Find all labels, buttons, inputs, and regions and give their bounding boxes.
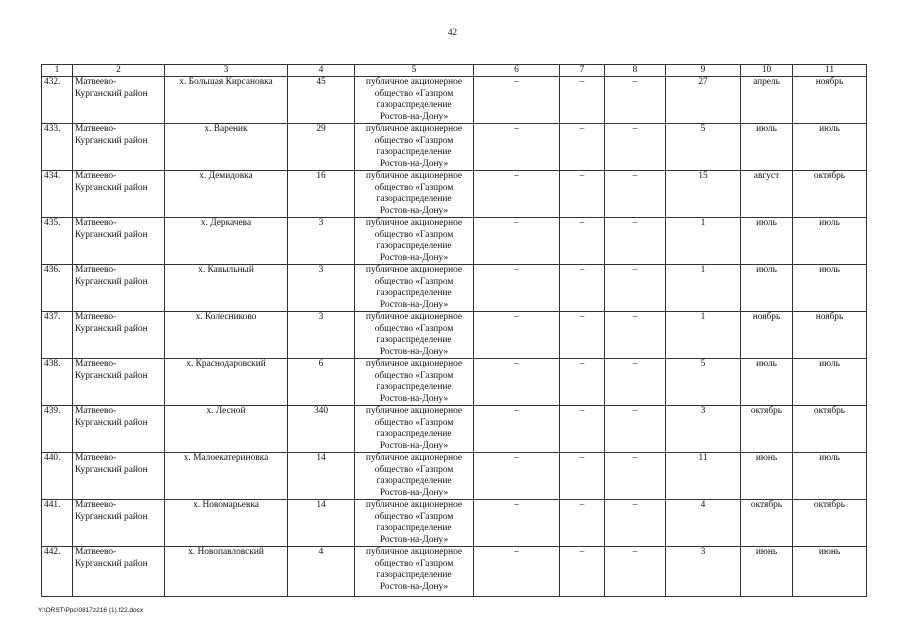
col6-cell: – [474,547,560,597]
district-cell: Матвеево- Курганский район [73,312,165,359]
column-header-9: 9 [666,65,741,77]
organization-cell: публичное акционерное общество «Газпром газораспределение Ростов-на-Дону» [355,406,474,453]
row-number: 441. [42,500,73,547]
col8-cell: – [605,77,666,124]
table-row [42,500,867,547]
col11-cell: июль [793,218,867,265]
col11-cell: июль [793,453,867,500]
col9-cell: 3 [666,406,741,453]
settlement-cell: х. Колесниково [165,312,288,359]
col10-cell: август [741,171,793,218]
settlement-cell: х. Лесной [165,406,288,453]
organization-cell: публичное акционерное общество «Газпром газораспределение Ростов-на-Дону» [355,77,474,124]
col11-cell: июль [793,124,867,171]
col7-cell: – [560,312,605,359]
table-body [42,77,867,597]
district-cell: Матвеево- Курганский район [73,500,165,547]
settlement-cell: х. Вареник [165,124,288,171]
col11-cell: июль [793,265,867,312]
district-cell: Матвеево- Курганский район [73,77,165,124]
col7-cell: – [560,453,605,500]
count-cell: 29 [288,124,355,171]
table-row [42,77,867,124]
count-cell: 14 [288,453,355,500]
col11-cell: октябрь [793,406,867,453]
col10-cell: апрель [741,77,793,124]
table-row [42,218,867,265]
file-path-footer: Y:\ORST\Ppc\0817z216 (1).f22.docx [38,607,144,614]
col6-cell: – [474,77,560,124]
column-header-10: 10 [741,65,793,77]
column-number-row [42,65,867,77]
row-number: 440. [42,453,73,500]
organization-cell: публичное акционерное общество «Газпром газораспределение Ростов-на-Дону» [355,312,474,359]
row-number: 436. [42,265,73,312]
column-header-8: 8 [605,65,666,77]
col7-cell: – [560,171,605,218]
col6-cell: – [474,218,560,265]
col7-cell: – [560,406,605,453]
col6-cell: – [474,124,560,171]
table-row [42,453,867,500]
column-header-4: 4 [288,65,355,77]
count-cell: 340 [288,406,355,453]
district-cell: Матвеево- Курганский район [73,265,165,312]
col6-cell: – [474,406,560,453]
row-number: 434. [42,171,73,218]
col9-cell: 11 [666,453,741,500]
col10-cell: июль [741,359,793,406]
col9-cell: 5 [666,359,741,406]
settlement-cell: х. Деркачева [165,218,288,265]
column-header-6: 6 [474,65,560,77]
col9-cell: 1 [666,218,741,265]
row-number: 439. [42,406,73,453]
col9-cell: 3 [666,547,741,597]
col9-cell: 1 [666,312,741,359]
row-number: 442. [42,547,73,597]
row-number: 435. [42,218,73,265]
column-header-7: 7 [560,65,605,77]
organization-cell: публичное акционерное общество «Газпром газораспределение Ростов-на-Дону» [355,124,474,171]
col8-cell: – [605,547,666,597]
count-cell: 3 [288,265,355,312]
gasification-table [41,64,867,597]
col10-cell: октябрь [741,406,793,453]
col8-cell: – [605,406,666,453]
col6-cell: – [474,265,560,312]
col7-cell: – [560,359,605,406]
organization-cell: публичное акционерное общество «Газпром газораспределение Ростов-на-Дону» [355,500,474,547]
col10-cell: октябрь [741,500,793,547]
district-cell: Матвеево- Курганский район [73,124,165,171]
col9-cell: 5 [666,124,741,171]
row-number: 433. [42,124,73,171]
organization-cell: публичное акционерное общество «Газпром газораспределение Ростов-на-Дону» [355,171,474,218]
col9-cell: 27 [666,77,741,124]
table-row [42,124,867,171]
count-cell: 14 [288,500,355,547]
col9-cell: 15 [666,171,741,218]
table-row [42,265,867,312]
col8-cell: – [605,171,666,218]
table-row [42,171,867,218]
col8-cell: – [605,265,666,312]
col8-cell: – [605,218,666,265]
col6-cell: – [474,453,560,500]
col7-cell: – [560,124,605,171]
column-header-3: 3 [165,65,288,77]
col8-cell: – [605,453,666,500]
col10-cell: июль [741,124,793,171]
settlement-cell: х. Кавыльный [165,265,288,312]
table-row [42,312,867,359]
settlement-cell: х. Большая Кирсановка [165,77,288,124]
col8-cell: – [605,312,666,359]
column-header-1: 1 [42,65,73,77]
organization-cell: публичное акционерное общество «Газпром газораспределение Ростов-на-Дону» [355,453,474,500]
settlement-cell: х. Краснодаровский [165,359,288,406]
col11-cell: октябрь [793,171,867,218]
row-number: 437. [42,312,73,359]
col7-cell: – [560,265,605,312]
col11-cell: ноябрь [793,312,867,359]
col7-cell: – [560,547,605,597]
row-number: 438. [42,359,73,406]
col11-cell: ноябрь [793,77,867,124]
col10-cell: июнь [741,453,793,500]
col10-cell: июнь [741,547,793,597]
col10-cell: июль [741,218,793,265]
col6-cell: – [474,312,560,359]
col9-cell: 1 [666,265,741,312]
organization-cell: публичное акционерное общество «Газпром газораспределение Ростов-на-Дону» [355,265,474,312]
count-cell: 3 [288,312,355,359]
col10-cell: июль [741,265,793,312]
column-header-5: 5 [355,65,474,77]
col7-cell: – [560,218,605,265]
organization-cell: публичное акционерное общество «Газпром газораспределение Ростов-на-Дону» [355,547,474,597]
col7-cell: – [560,500,605,547]
col11-cell: июль [793,359,867,406]
col10-cell: ноябрь [741,312,793,359]
count-cell: 3 [288,218,355,265]
table-row [42,359,867,406]
col9-cell: 4 [666,500,741,547]
col11-cell: июнь [793,547,867,597]
table-row [42,547,867,597]
settlement-cell: х. Новопавловский [165,547,288,597]
col11-cell: октябрь [793,500,867,547]
col6-cell: – [474,500,560,547]
settlement-cell: х. Демидовка [165,171,288,218]
district-cell: Матвеево- Курганский район [73,547,165,597]
column-header-11: 11 [793,65,867,77]
count-cell: 4 [288,547,355,597]
col6-cell: – [474,359,560,406]
col6-cell: – [474,171,560,218]
district-cell: Матвеево- Курганский район [73,453,165,500]
settlement-cell: х. Малоекатериновка [165,453,288,500]
district-cell: Матвеево- Курганский район [73,359,165,406]
district-cell: Матвеево- Курганский район [73,406,165,453]
column-header-2: 2 [73,65,165,77]
col8-cell: – [605,124,666,171]
col8-cell: – [605,500,666,547]
row-number: 432. [42,77,73,124]
count-cell: 45 [288,77,355,124]
count-cell: 6 [288,359,355,406]
organization-cell: публичное акционерное общество «Газпром газораспределение Ростов-на-Дону» [355,359,474,406]
district-cell: Матвеево- Курганский район [73,218,165,265]
page-number: 42 [448,27,457,37]
col8-cell: – [605,359,666,406]
district-cell: Матвеево- Курганский район [73,171,165,218]
organization-cell: публичное акционерное общество «Газпром газораспределение Ростов-на-Дону» [355,218,474,265]
col7-cell: – [560,77,605,124]
table-row [42,406,867,453]
count-cell: 16 [288,171,355,218]
settlement-cell: х. Новомарьевка [165,500,288,547]
